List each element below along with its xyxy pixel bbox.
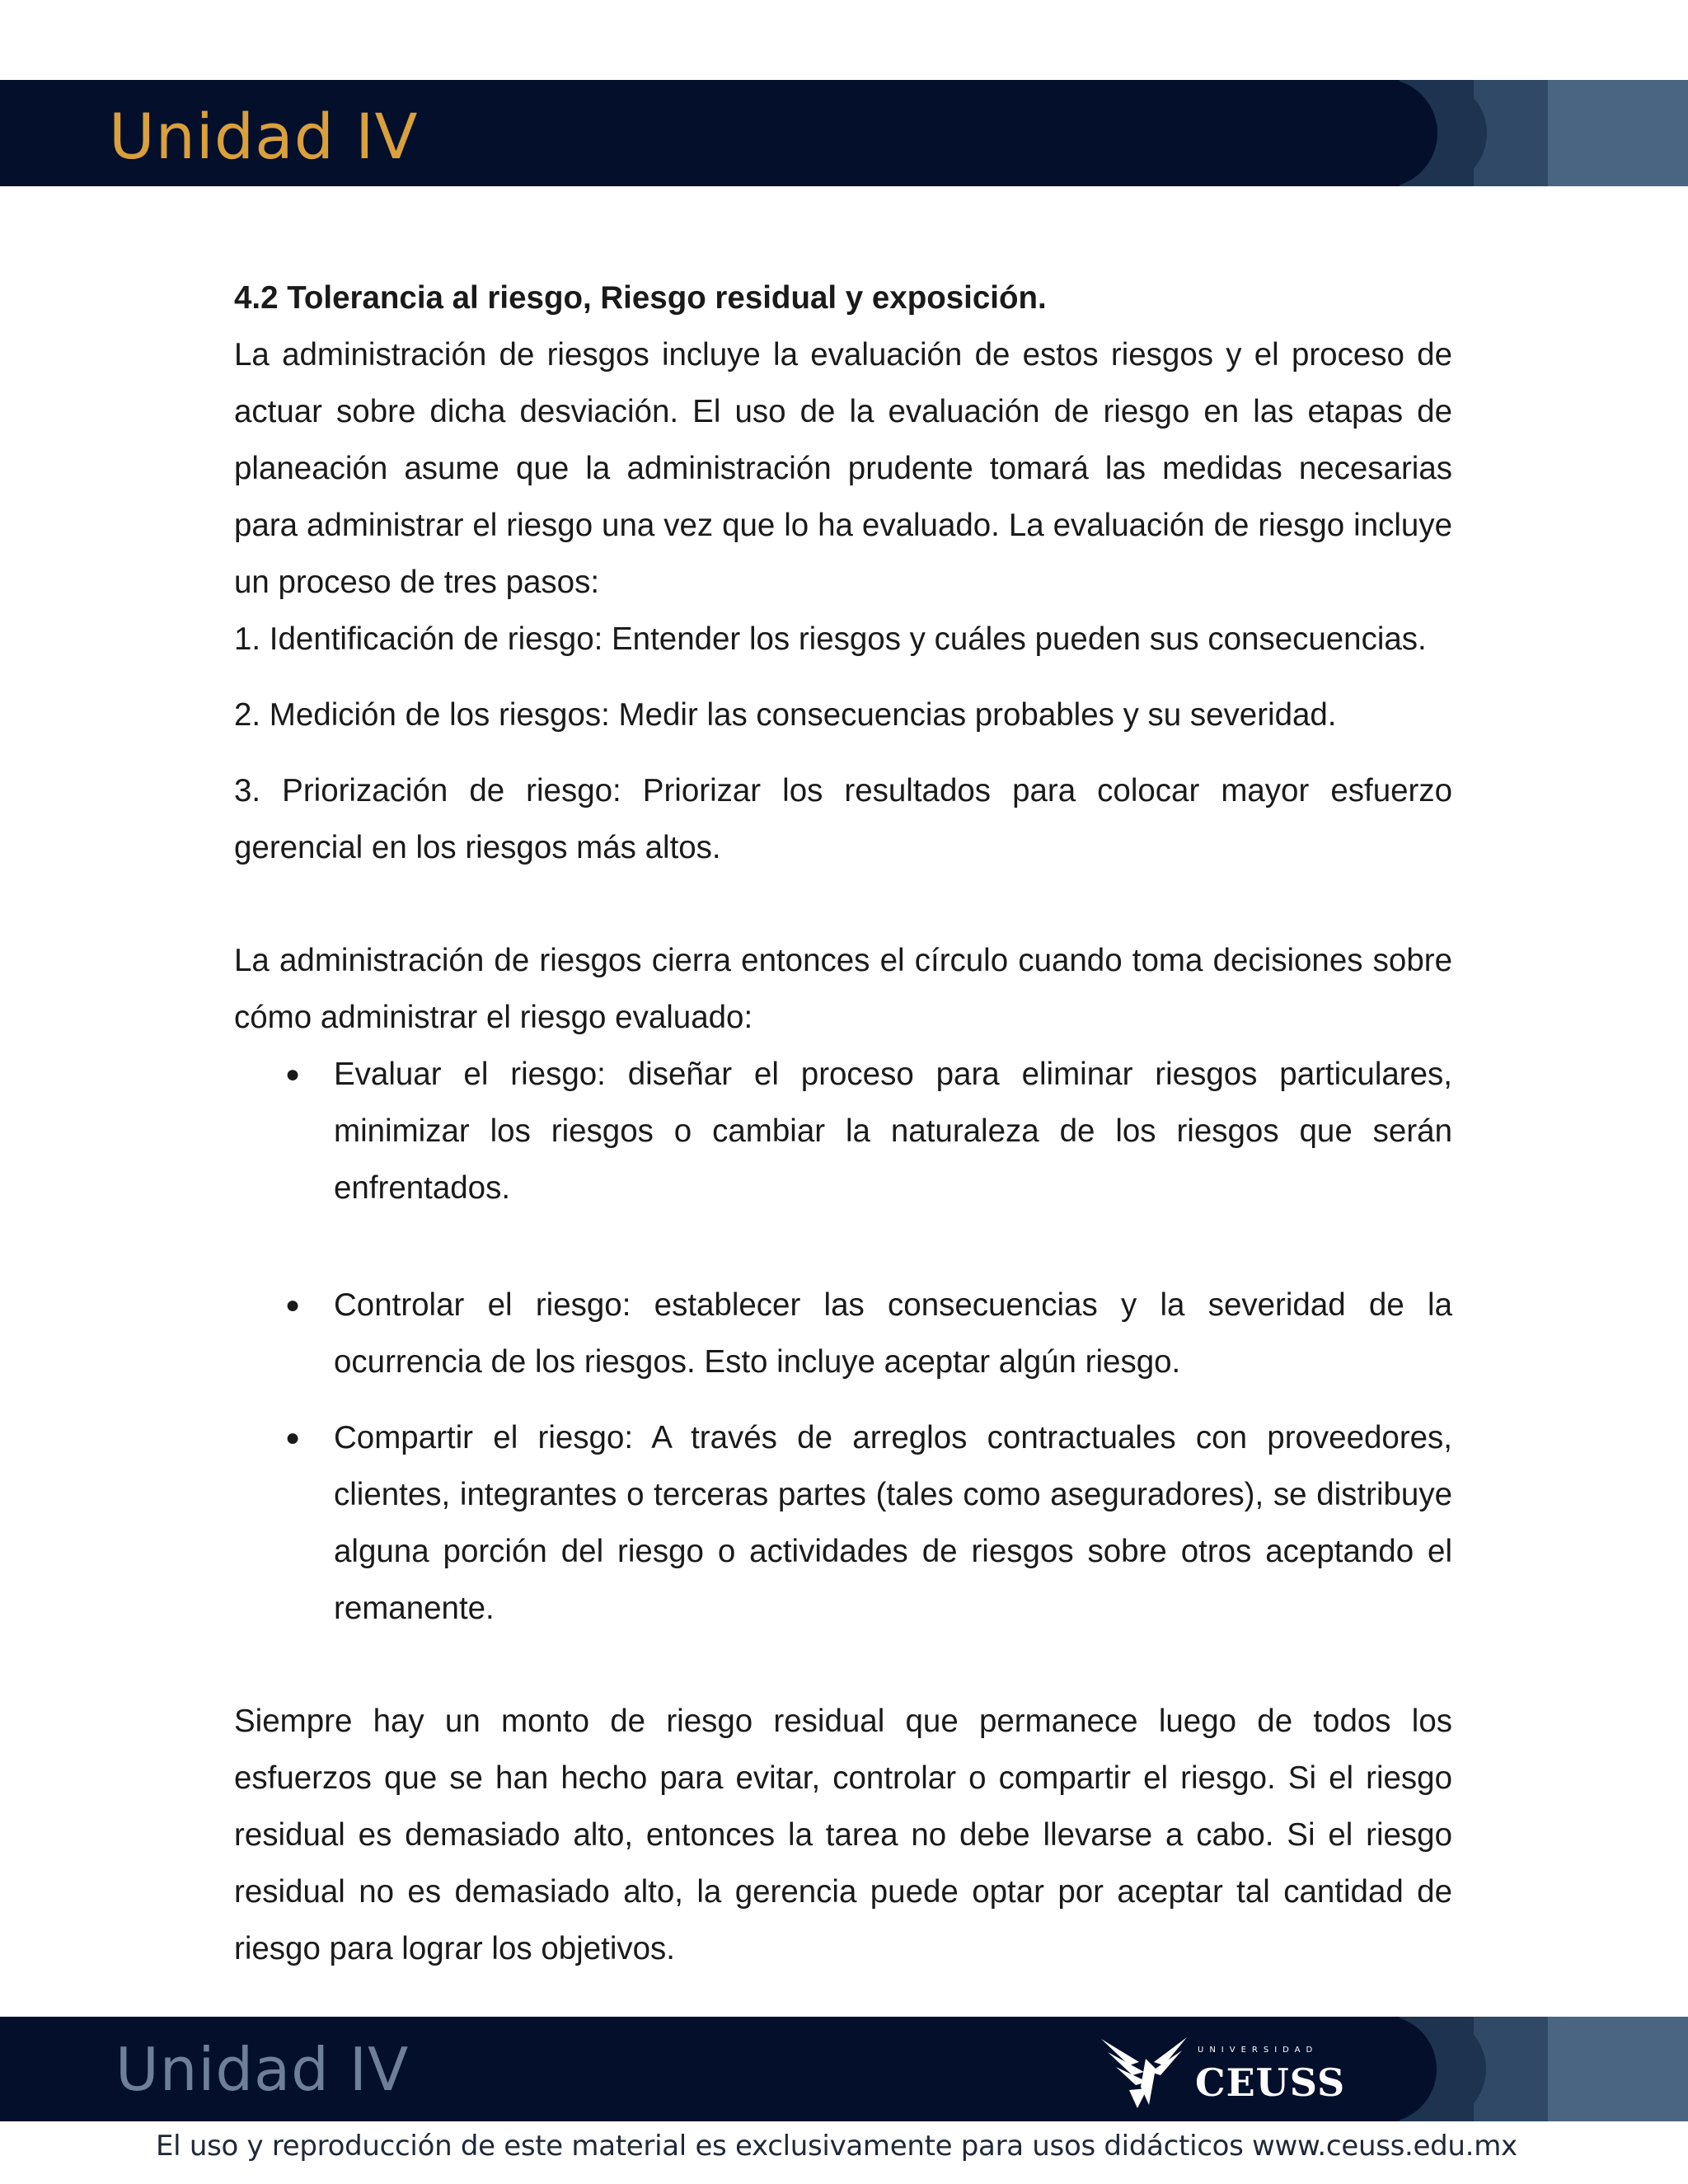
header-band	[0, 80, 1688, 186]
bullet-list	[234, 1046, 1452, 1637]
step-item: 3. Priorización de riesgo: Priorizar los resultados para colocar mayor esfuerzo gerencial en los riesgos más altos.	[234, 773, 1452, 865]
spacer	[234, 1390, 1452, 1409]
bullet-text: Compartir el riesgo: A través de arreglos contractuales con proveedores, clientes, integrantes o terceras partes (tales como aseguradores), se distribuye alguna porción del riesgo o actividades de riesgos sobre otros aceptando el remanente.	[334, 1420, 1452, 1626]
document-body	[234, 269, 1452, 1977]
bullet-text: Evaluar el riesgo: diseñar el proceso para eliminar riesgos particulares, minimizar los riesgos o cambiar la naturaleza de los riesgos que serán enfrentados.	[334, 1057, 1452, 1206]
header-decoration	[1350, 80, 1688, 186]
spacer	[234, 1637, 1452, 1693]
closing-intro-paragraph: La administración de riesgos cierra entonces el círculo cuando toma decisiones sobre cómo administrar el riesgo evaluado:	[234, 943, 1452, 1035]
bullet-item	[234, 1409, 1452, 1637]
usage-notice: El uso y reproducción de este material es exclusivamente para usos didácticos www.ceuss.edu.mx	[156, 2130, 1517, 2163]
spacer	[234, 876, 1452, 932]
footer-band	[0, 2017, 1688, 2121]
bullet-item	[234, 1046, 1452, 1216]
spacer	[234, 1216, 1452, 1277]
logo-kicker: UNIVERSIDAD	[1198, 2046, 1319, 2055]
final-paragraph: Siempre hay un monto de riesgo residual que permanece luego de todos los esfuerzos que se han hecho para evitar, controlar o compartir el riesgo. Si el riesgo residual es demasiado alto, entonces la tarea no debe llevarse a cabo. Si el riesgo residual no es demasiado alto, la gerencia puede optar por aceptar tal cantidad de riesgo para lograr los objetivos.	[234, 1704, 1452, 1966]
bullet-icon: ●	[285, 1291, 301, 1319]
bullet-text: Controlar el riesgo: establecer las consecuencias y la severidad de la ocurrencia de los riesgos. Esto incluye aceptar algún riesgo.	[334, 1287, 1452, 1380]
spacer	[234, 743, 1452, 762]
eagle-icon	[1096, 2029, 1195, 2111]
logo-wordmark: CEUSS	[1195, 2060, 1346, 2105]
step-item: 1. Identificación de riesgo: Entender los riesgos y cuáles pueden sus consecuencias.	[234, 621, 1427, 657]
ceuss-logo	[1096, 2029, 1346, 2111]
spacer	[234, 668, 1452, 687]
header-title: Unidad IV	[109, 100, 419, 173]
bullet-icon: ●	[285, 1061, 301, 1088]
bullet-item	[234, 1277, 1452, 1390]
step-item: 2. Medición de los riesgos: Medir las consecuencias probables y su severidad.	[234, 697, 1337, 733]
intro-paragraph: La administración de riesgos incluye la evaluación de estos riesgos y el proceso de actuar sobre dicha desviación. El uso de la evaluación de riesgo en las etapas de planeación asume que la administración prudente tomará las medidas necesarias para administrar el riesgo una vez que lo ha evaluado. La evaluación de riesgo incluye un proceso de tres pasos:	[234, 337, 1452, 600]
section-heading: 4.2 Tolerancia al riesgo, Riesgo residual y exposición.	[234, 280, 1047, 316]
footer-title: Unidad IV	[115, 2035, 410, 2104]
footer-decoration	[1350, 2017, 1688, 2121]
bullet-icon: ●	[285, 1424, 301, 1451]
